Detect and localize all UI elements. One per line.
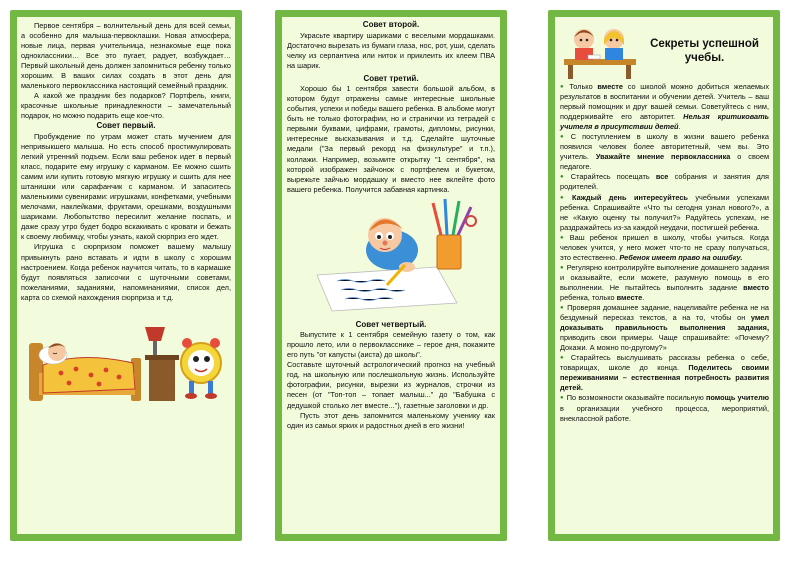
panel-middle-content bbox=[282, 17, 500, 534]
tip-one-text-continued: Игрушка с сюрпризом поможет вашему малышу привыкнуть рано вставать и идти в школу с хорошим настроением. Когда ребенок научится читать, то в кармашке будут появляться записочки с шуточными советами, пожеланиями, заданиями, напоминаниями, список дел, карта со схемой нахождения сюрприза и т.д. bbox=[21, 242, 231, 302]
tip-three-heading: Совет третий. bbox=[363, 73, 419, 83]
tip-two-text: Украсьте квартиру шариками с веселыми мордашками. Достаточно вырезать из бумаги глаза, нос, рот, уши, сделать челку из серпантина или ниток и приклеить их клеем ПВА на шарик. bbox=[287, 30, 495, 70]
tip-one-text: Пробуждение по утрам может стать мучением для непривыкшего малыша. Но есть способ простимулировать легкий утренний подъем. Если ваш ребенок идет в первый класс, подарите ему игрушку с карманом. Ее можно сшить самим или купить готовую мягкую игрушку и сшить для нее штанишки или сарафанчик с карманом. И запаситесь маленькими сувенирами: игрушками, конфетками, учебными мелочами, наклейками, фруктами, орешками, воздушными шариками. Любопытство пересилит желание поспать, и даже сразу утро будет бодро вскакивать с кровати и бежать к своему любимцу, чтобы узнать, какой сюрприз его ждет. bbox=[21, 131, 231, 242]
sleeping-child-illustration bbox=[21, 303, 235, 403]
secret-2: ● С поступлением в школу в жизни вашего ребенка появился человек более авторитетный, чем вы. Это учитель. Уважайте мнение первоклассника о своем педагоге. bbox=[560, 132, 769, 172]
secret-4: ● Каждый день интересуйтесь учебными успехами ребенка. Спрашивайте «Что ты сегодня узнал нового?», а не «Какую оценку ты получил?» Радуйтесь успехам, не раздражайтесь из-за каждой неудачи, постигшей ребенка. bbox=[560, 192, 770, 232]
bullet-icon: ● bbox=[560, 264, 564, 271]
panel-right-content bbox=[555, 17, 773, 534]
bullet-icon: ● bbox=[560, 174, 568, 181]
closing-wish: Пусть этот день запомнится маленькому ученику как один из самых ярких и радостных дней в его жизни! bbox=[287, 410, 495, 430]
secret-5: ● Ваш ребенок пришел в школу, чтобы учиться. Когда человек учится, у него может что-то не сразу получаться, это естественно. Ребенок имеет право на ошибку. bbox=[560, 232, 769, 262]
bullet-icon: ● bbox=[560, 395, 564, 402]
secrets-title: Секреты успешной учебы. bbox=[650, 38, 759, 64]
bullet-icon: ● bbox=[560, 134, 568, 141]
secret-8: ● Старайтесь выслушивать рассказы ребенка о себе, товарищах, школе до конца. Поделитесь своими переживаниями – естественная потребность развития детей. bbox=[560, 353, 770, 393]
bullet-icon: ● bbox=[560, 194, 570, 201]
secret-7: ● Проверяя домашнее задание, нацеливайте ребенка не на бездумный пересказ текстов, а на то, чтобы он умел доказывать правильность выполнения задания, приводить свои примеры. Чаще спрашивайте: «Почему? Докажи. А можно по-другому?» bbox=[560, 303, 770, 353]
bullet-icon: ● bbox=[560, 234, 567, 241]
intro-paragraph: Первое сентября – волнительный день для всей семьи, а особенно для малыша-первоклашки. Новая атмосфера, новые лица, первая учительница, незнакомые еще пока одноклассники… Все это пугает, радует, возбуждает… Первый школьный день должен запомниться ребенку только хорошим. В ваших силах создать в этот день для маленького первоклассника настоящий семейный праздник. bbox=[21, 21, 231, 91]
bullet-icon: ● bbox=[560, 355, 568, 362]
bullet-icon: ● bbox=[560, 84, 567, 90]
panel-middle bbox=[275, 10, 507, 541]
schoolchildren-illustration bbox=[560, 21, 640, 81]
panel-left bbox=[10, 10, 242, 541]
tip-four-text: Выпустите к 1 сентября семейную газету о том, как прошло лето, или о первокласснике – герое дня, покажите его путь "от капусты (аиста) до школы". bbox=[287, 330, 495, 360]
secret-1: ● Только вместе со школой можно добиться желаемых результатов в воспитании и обучении детей. Учитель – ваш первый помощник и друг вашей семьи. Советуйтесь с ним, поддерживайте его авторитет. Нельзя критиковать учителя в присутствии детей. bbox=[560, 82, 770, 132]
tip-three-text: Хорошо бы 1 сентября завести большой альбом, в котором будут отражены самые интересные школьные события, успехи и победы вашего ребенка. В альбоме могут быть не только фотографии, но и странички из тетрадей с первыми буквами, цифрами, грамоты, дипломы, рисунки, интересные высказывания и т.д. Сделайте шуточные медали ("За первый рекорд на физкультуре" и т.п.), коллажи. Например, возьмите открытку "1 сентября", на которой изображен зайчонок с портфелем и букетом, вырежьте зайчью мордашку и вместо нее вклейте фото вашего ребенка. Получится забавная картинка. bbox=[287, 84, 495, 194]
secret-3: ● Старайтесь посещать все собрания и занятия для родителей. bbox=[560, 172, 770, 192]
panel-left-content bbox=[17, 17, 235, 534]
tip-two-heading: Совет второй. bbox=[362, 20, 420, 29]
tip-four-text-continued: Составьте шуточный астрологический прогноз на учебный год, на школьную или послешкольную жизнь. Используйте фотографии, рисунки, вырезки из журналов, строчки из песен (от "Топ-топ – топает малыш..." до "Бабушка с дедушкой столько лет вместе..."), газетные заголовки и др. bbox=[287, 360, 495, 410]
tip-four-heading: Совет четвертый. bbox=[355, 319, 427, 329]
tip-one-heading: Совет первый. bbox=[96, 121, 156, 131]
secret-6: ● Регулярно контролируйте выполнение домашнего задания и оказывайте, если можете, разумную помощь в его выполнении. Не пытайтесь выполнить задание вместо ребенка, только вместе. bbox=[560, 262, 769, 302]
writing-child-illustration bbox=[287, 195, 500, 315]
bullet-icon: ● bbox=[560, 305, 565, 312]
secret-9: ● По возможности оказывайте посильную помощь учителю в организации учебного процесса, мероприятий, внеклассной работе. bbox=[560, 393, 770, 423]
panel-right bbox=[548, 10, 780, 541]
gift-paragraph: А какой же праздник без подарков? Портфель, книги, красочные школьные принадлежности – замечательный подарок, но можно подарить еще кое-что. bbox=[21, 91, 231, 121]
